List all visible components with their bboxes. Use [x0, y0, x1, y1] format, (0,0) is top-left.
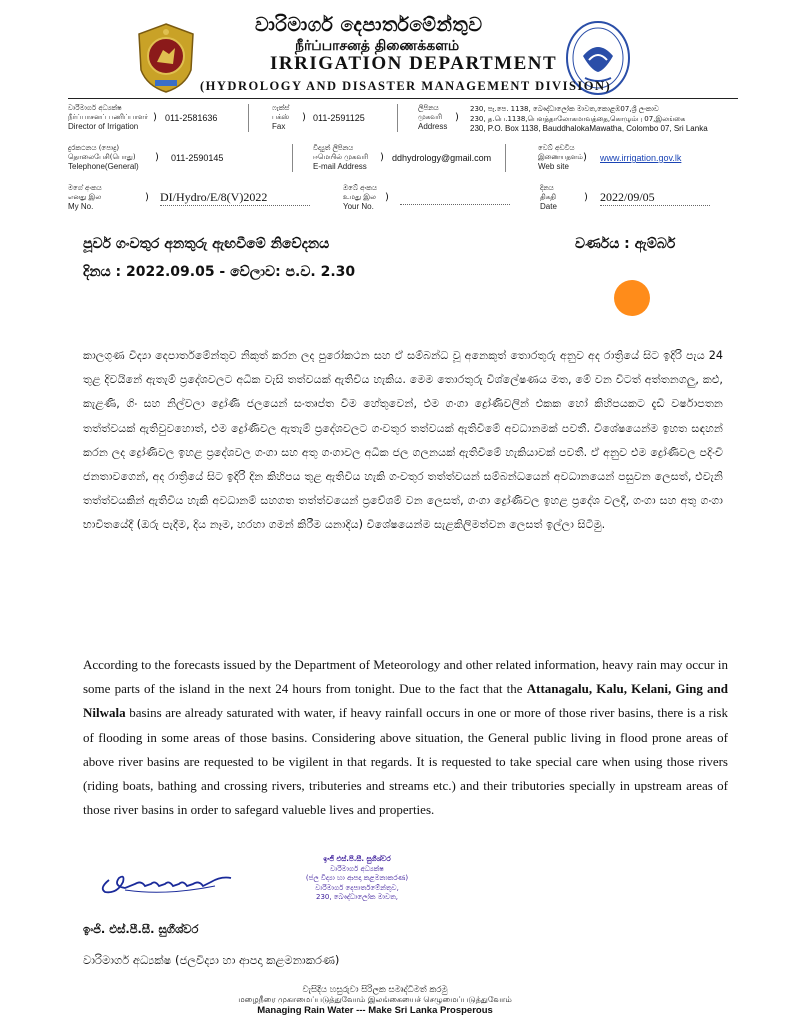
separator: )	[455, 112, 459, 123]
director-label	[68, 104, 148, 131]
separator: )	[302, 112, 306, 123]
header-divider	[68, 98, 738, 99]
website-label-en: Web site	[538, 162, 569, 171]
stamp-line: 230, බෞද්ධාලෝක මාවත,	[315, 893, 398, 901]
stamp-line: වාරිමාර්ග දෙපාර්තමේන්තුව,	[315, 883, 399, 892]
signatory-title: වාරිමාර්ග අධ්‍යක්ෂ (ජලවිද්‍යා හා ආපදා කළමනාකරණ)	[83, 953, 340, 967]
separator: )	[584, 192, 588, 203]
my-reference-number: DI/Hydro/E/8(V)2022	[160, 190, 310, 206]
stamp-line: (ජල විද්‍යා හා ආපදා කළමනාකරණ)	[305, 874, 409, 882]
address-label-si: ලිපිනය	[418, 104, 439, 112]
your-no-label	[343, 184, 377, 211]
address-en: 230, P.O. Box 1138, BauddhalokaMawatha, Colombo 07, Sri Lanka	[470, 124, 708, 133]
divider-line	[505, 144, 506, 172]
handwritten-signature	[95, 860, 235, 900]
date-label	[540, 184, 557, 211]
separator: )	[380, 152, 384, 163]
my-no-label-si: මගේ අංකය	[68, 184, 102, 192]
fax-label	[272, 104, 289, 131]
fax-label-si: ෆැක්ස්	[272, 104, 290, 112]
address-ta: 230, த.பெ.1138,பௌத்தாலோகமாவத்தை,கொழும்பு 07,இலங்கை	[470, 115, 686, 123]
division-title: (HYDROLOGY AND DISASTER MANAGEMENT DIVISION)	[200, 79, 612, 93]
director-label-si: වාරිමාර්ග අධ්‍යක්ෂ	[68, 104, 122, 112]
address-label	[418, 104, 447, 131]
separator: )	[145, 192, 149, 203]
alert-color-label: වර්ණය : ඇම්බර්	[575, 236, 676, 252]
separator: )	[153, 112, 157, 123]
amber-alert-indicator	[614, 280, 650, 316]
address-label-ta: முகவரி	[418, 113, 442, 121]
email-address: ddhydrology@gmail.com	[392, 153, 492, 163]
your-no-label-ta: உமது இல	[343, 193, 376, 201]
your-reference-number	[400, 190, 510, 205]
email-label-ta: ஈமெயில் முகவரி	[313, 153, 369, 161]
my-no-label	[68, 184, 102, 211]
my-no-label-en: My No.	[68, 202, 94, 211]
department-title-english: IRRIGATION DEPARTMENT	[270, 53, 558, 74]
website-label	[538, 144, 583, 171]
your-no-label-en: Your No.	[343, 202, 374, 211]
telephone-label-en: Telephone(General)	[68, 162, 139, 171]
notice-date-time: දිනය : 2022.09.05 - වේලාව: ප.ව. 2.30	[83, 264, 356, 280]
website-label-ta: இணையதளம்	[538, 153, 583, 161]
official-stamp	[292, 855, 422, 903]
website-link[interactable]: www.irrigation.gov.lk	[600, 153, 682, 163]
department-title-tamil: நீர்ப்பாசனத் திணைக்களம்	[295, 38, 460, 54]
telephone-number: 011-2590145	[171, 153, 224, 163]
notice-title: පූර්ව ගංවතුර අනතුරු ඇඟවීමේ නිවේදනය	[83, 236, 330, 252]
separator: )	[583, 152, 587, 163]
document-date: 2022/09/05	[600, 190, 710, 206]
affected-basins: Attanagalu, Kalu, Kelani, Ging and Nilwala	[83, 681, 728, 721]
footer-slogan-english: Managing Rain Water --- Make Sri Lanka Prosperous	[257, 1005, 493, 1016]
my-no-label-ta: எனது இல	[68, 193, 102, 201]
fax-label-ta: பக்ஸ்	[272, 113, 290, 121]
fax-label-en: Fax	[272, 122, 286, 131]
email-label-en: E-mail Address	[313, 162, 367, 171]
separator: )	[385, 192, 389, 203]
telephone-label-ta: தொலைபேசி(பொது)	[68, 153, 136, 161]
divider-line	[292, 144, 293, 172]
date-label-ta: திகதி	[540, 193, 556, 201]
email-label	[313, 144, 368, 171]
department-title-sinhala: වාරිමාර්ග දෙපාර්තමේන්තුව	[255, 14, 483, 36]
date-label-si: දිනය	[540, 184, 554, 192]
signatory-name: ඉංජි. එස්.පී.සී. සුගීශ්වර	[83, 922, 199, 936]
notice-body-english	[83, 653, 728, 822]
government-emblem-logo	[135, 22, 197, 94]
notice-body-sinhala: කාලගුණ විද්‍යා දෙපාර්තමේන්තුව නිකුත් කරන ලද පුරෝකථන සහ ඒ සම්බන්ධ වූ අනෙකුත් තොරතුරු අනුව අද රාත්‍රියේ සිට ඉදිරි පැය 24 තුළ දිවයිනේ ඇතැම් ප්‍රදේශවලට අධික වැසි තත්වයක් ඇතිවිය හැකිය. මෙම තොරතුරු විශ්ලේෂණය මත, මේ වන විටත් අත්තනගලු, කළු, කැළණි, ගිං සහ නිල්වලා ද්‍රෝණි ජලයෙන් සංතෘප්ත වීම හේතුවෙන්, එම ගංගා ද්‍රෝණිවලින් එකක හෝ කිහිපයකට දැඩි වර්ෂාපතන තත්ත්වයක් ඇතිවුවහොත්, එම ද්‍රෝණිවල ඇතැම් ප්‍රදේශවලට ගංවතුර තත්වයක් ඇතිවීමේ අවධානමක් පවතී. විශේෂයෙන්ම ඉහත සඳහන් කරන ලද ද්‍රෝණිවල ඉහළ ප්‍රදේශවල ගංගා සහ අතු ගංගාවල අධික ජල ගලනයක් ඇතිවීමේ හැකියාවක් පවතී. ඒ අනුව එම ද්‍රෝණිවල පදිංචි ජනතාවගෙන්, අද රාත්‍රියේ සිට ඉදිරි දින කිහිපය තුළ ඇතිවිය හැකි ගංවතුර තත්ත්වයන් සම්බන්ධයෙන් අවධානයෙන් පසුවන ලෙසත්, එවැනි තත්ත්වයකින් ඇතිවිය හැකි අවධානම් සහගත තත්ත්වයෙන් ප්‍රවේශම් වන ලෙසත්, ගංගා ද්‍රෝණිවල ඉහළ ප්‍රදේශ වලදී, ගංගා සහ අතු ගංගා භාවිතයේදී (ඔරු පැදීම, දිය නෑම, හරහා ගමන් කිරීම යනාදිය) විශේෂයෙන්ම සැළකිලිමත්වන ලෙසත් ඉල්ලා සිටිමු.	[83, 349, 723, 532]
footer-slogan-tamil: மழைநீரை முகாமைப்படுத்துவோம் இலங்கையைச் செழுமைப்படுத்துவோம்	[238, 995, 512, 1004]
separator: )	[155, 152, 159, 163]
telephone-label-si: දුරකථනය (පොදු)	[68, 144, 120, 152]
director-label-en: Director of Irrigation	[68, 122, 139, 131]
date-label-en: Date	[540, 202, 557, 211]
address-si: 230, පැ.පෙ. 1138, බෞද්ධාලෝක මාවත,කොළඹ07,ශ්‍රී ලංකාව	[470, 105, 659, 113]
footer-slogan-sinhala: වැසිදිය හසුරුවා සිරිලක සමෘද්ධිමත් කරමු	[302, 985, 448, 995]
website-label-si: වෙබ් අඩවිය	[538, 144, 575, 152]
address-block	[470, 104, 708, 134]
telephone-label	[68, 144, 139, 171]
address-label-en: Address	[418, 122, 448, 131]
director-label-ta: நீர்ப்பாசனப் பணிப்பாளர்	[68, 113, 148, 121]
email-label-si: විද්‍යුත් ලිපිනය	[313, 144, 354, 152]
stamp-line: වාරිමාර්ග අධ්‍යක්ෂ	[330, 864, 384, 873]
your-no-label-si: ඔබේ අංකය	[343, 184, 377, 192]
divider-line	[397, 104, 398, 132]
english-body-part-1: According to the forecasts issued by the Department of Meteorology and other related information, heavy rain may occur in some parts of the island in the next 24 hours from tonight. Due to the fact that the	[83, 657, 728, 697]
english-body-part-2: basins are already saturated with water, if heavy rainfall occurs in one or more of those river basins, there is a risk of flooding in some areas of those basins. Considering above situation, the General public living in flood prone areas of above river basins are requested to be vigilent in that regards. It is requested to take special care when using those rivers (riding boats, bathing and crossing rivers, tributeries and streams etc.) and their tributories specially in upstream areas of those river basins in order to safegard valueble lives and properties.	[83, 705, 728, 818]
divider-line	[248, 104, 249, 132]
director-phone: 011-2581636	[165, 113, 218, 123]
fax-number: 011-2591125	[313, 113, 365, 123]
stamp-line: ඉංජි එස්.පී.සී. සුගීශ්වර	[323, 855, 391, 863]
